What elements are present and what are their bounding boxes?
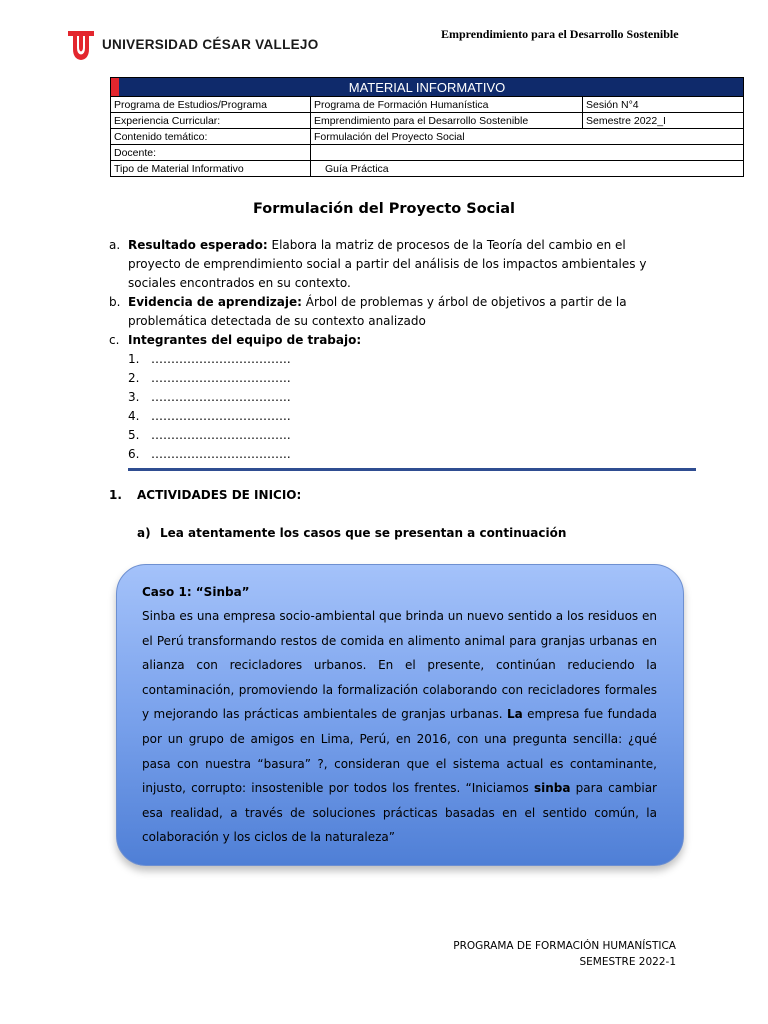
ucv-logo-icon bbox=[66, 27, 96, 61]
info-table-title bbox=[111, 78, 744, 97]
list-content: Árbol de problemas y árbol de objetivos a partir de la problemática detectada de su contexto analizado bbox=[128, 295, 627, 328]
team-member-number: 6. bbox=[128, 447, 140, 461]
info-table-title-row bbox=[111, 78, 744, 97]
case-card bbox=[116, 564, 684, 866]
case-text: para cambiar esa realidad, a través de soluciones prácticas basadas en el sentido común, la colaboración y los ciclos de la naturaleza” bbox=[142, 781, 657, 845]
team-member-blank: …………………………….. bbox=[151, 428, 291, 442]
table-cell-label: Contenido temático: bbox=[111, 129, 311, 145]
team-member-list bbox=[128, 350, 679, 464]
team-member-blank: …………………………….. bbox=[151, 371, 291, 385]
team-member-blank: …………………………….. bbox=[151, 447, 291, 461]
table-cell-label: Experiencia Curricular: bbox=[111, 113, 311, 129]
team-member-number: 1. bbox=[128, 352, 140, 366]
document-body bbox=[109, 236, 679, 464]
team-member-row bbox=[128, 350, 679, 369]
section-heading bbox=[109, 488, 301, 502]
team-member-row bbox=[128, 445, 679, 464]
subsection-heading bbox=[137, 526, 566, 540]
course-header: Emprendimiento para el Desarrollo Sostenible bbox=[441, 27, 679, 41]
university-name: UNIVERSIDAD CÉSAR VALLEJO bbox=[102, 36, 319, 52]
subsection-marker: a) bbox=[137, 526, 151, 540]
table-row bbox=[111, 97, 744, 113]
document-title: Formulación del Proyecto Social bbox=[252, 201, 516, 217]
table-cell-value: Formulación del Proyecto Social bbox=[311, 129, 744, 145]
list-label: Evidencia de aprendizaje: bbox=[128, 295, 302, 309]
table-row bbox=[111, 129, 744, 145]
case-title: Caso 1: “Sinba” bbox=[142, 585, 250, 599]
case-text: empresa fue fundada por un grupo de amigos en Lima, Perú, en 2016, con una pregunta sencilla: ¿qué pasa con nuestra “basura” ?, consideran que el sistema actual es contaminante, injusto, corrupto: insostenible por todos los frentes. “Iniciamos bbox=[142, 707, 657, 796]
team-member-row bbox=[128, 369, 679, 388]
table-cell-value bbox=[311, 145, 744, 161]
team-member-number: 5. bbox=[128, 428, 140, 442]
team-member-row bbox=[128, 426, 679, 445]
list-label: Resultado esperado: bbox=[128, 238, 268, 252]
red-accent-strip bbox=[111, 78, 119, 96]
list-label: Integrantes del equipo de trabajo: bbox=[128, 333, 362, 347]
list-marker: b. bbox=[109, 295, 121, 309]
table-row bbox=[111, 145, 744, 161]
list-content: Elabora la matriz de procesos de la Teoría del cambio en el proyecto de emprendimiento social a partir del análisis de los impactos ambientales y sociales encontrados en su contexto. bbox=[128, 238, 647, 290]
table-cell-value: Programa de Formación Humanística bbox=[311, 97, 583, 113]
section-divider bbox=[128, 468, 696, 471]
case-body bbox=[142, 604, 657, 850]
footer-program: PROGRAMA DE FORMACIÓN HUMANÍSTICA bbox=[453, 940, 676, 952]
university-logo bbox=[66, 27, 319, 61]
page-footer bbox=[453, 938, 676, 970]
list-text bbox=[128, 293, 679, 331]
table-cell-label: Tipo de Material Informativo bbox=[111, 161, 311, 177]
list-item bbox=[109, 293, 679, 331]
case-text-bold: La bbox=[506, 707, 523, 722]
team-member-number: 2. bbox=[128, 371, 140, 385]
list-text bbox=[128, 236, 679, 293]
list-marker: c. bbox=[109, 333, 120, 347]
table-cell-value: Emprendimiento para el Desarrollo Sostenible bbox=[311, 113, 583, 129]
team-member-blank: …………………………….. bbox=[151, 390, 291, 404]
subsection-title: Lea atentamente los casos que se presentan a continuación bbox=[160, 526, 567, 540]
table-row bbox=[111, 113, 744, 129]
team-member-blank: …………………………….. bbox=[151, 409, 291, 423]
section-title: ACTIVIDADES DE INICIO: bbox=[137, 488, 302, 502]
list-item bbox=[109, 331, 679, 350]
team-member-number: 3. bbox=[128, 390, 140, 404]
table-cell-extra: Sesión N°4 bbox=[583, 97, 744, 113]
team-member-number: 4. bbox=[128, 409, 140, 423]
table-cell-label: Programa de Estudios/Programa bbox=[111, 97, 311, 113]
case-text: Sinba es una empresa socio-ambiental que brinda un nuevo sentido a los residuos en el Perú transformando restos de comida en alimento animal para granjas urbanas en alianza con recicladores urbanos. En el presente, continúan reduciendo la contaminación, promoviendo la formalización colaborando con recicladores formales y mejorando las prácticas ambientales de granjas urbanas. bbox=[142, 609, 657, 722]
info-table-title-text: MATERIAL INFORMATIVO bbox=[348, 79, 506, 95]
table-row bbox=[111, 161, 744, 177]
table-cell-extra: Semestre 2022_I bbox=[583, 113, 744, 129]
list-marker: a. bbox=[109, 238, 121, 252]
list-item bbox=[109, 236, 679, 293]
table-cell-value: Guía Práctica bbox=[311, 161, 744, 177]
table-cell-label: Docente: bbox=[111, 145, 311, 161]
team-member-row bbox=[128, 407, 679, 426]
list-text bbox=[128, 331, 679, 350]
team-member-row bbox=[128, 388, 679, 407]
footer-semester: SEMESTRE 2022-1 bbox=[579, 956, 676, 968]
section-number: 1. bbox=[109, 488, 122, 502]
team-member-blank: …………………………….. bbox=[151, 352, 291, 366]
info-table bbox=[110, 77, 744, 177]
case-text-bold: sinba bbox=[533, 781, 571, 796]
